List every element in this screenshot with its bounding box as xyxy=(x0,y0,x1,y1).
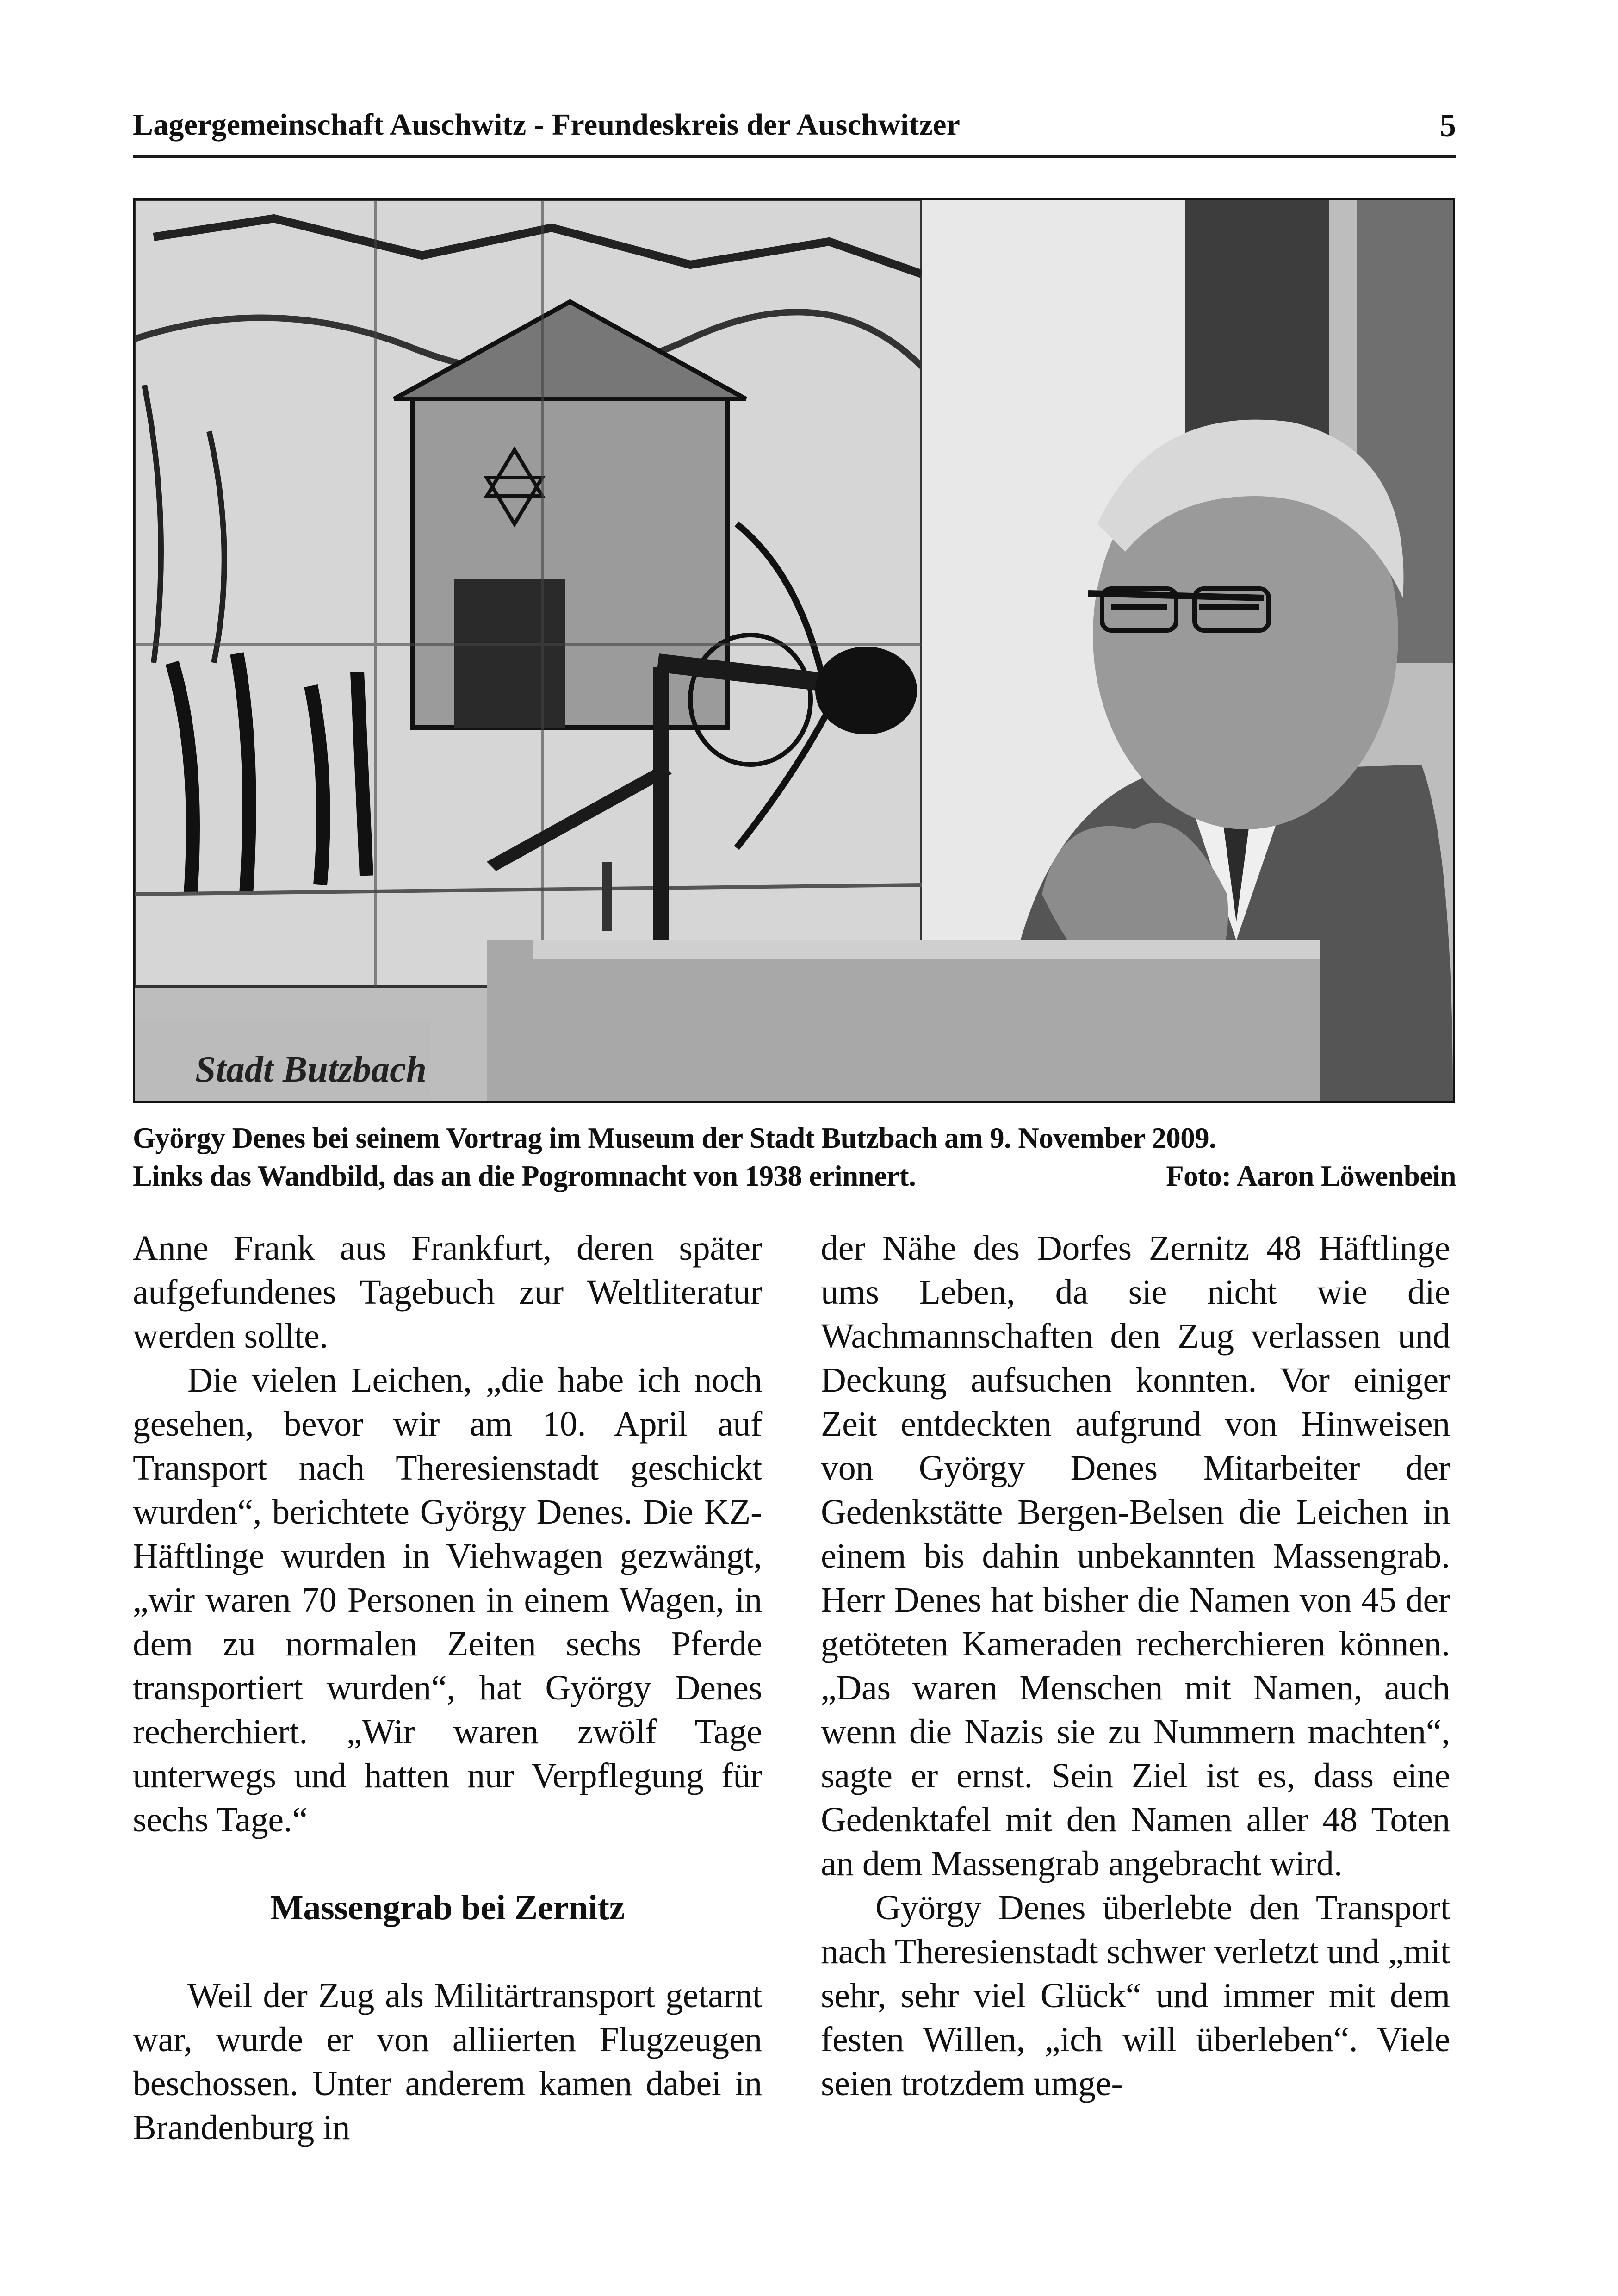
article-column-left xyxy=(133,1226,762,2150)
sign-text: Stadt Butzbach xyxy=(195,1049,427,1090)
butzbach-sign xyxy=(135,1019,431,1101)
paragraph: György Denes überlebte den Transport nach Theresienstadt schwer verletzt und „mit sehr, sehr viel Glück“ und immer mit dem festen Willen, „ich will überleben“. Viele seien trotzdem umge- xyxy=(821,1888,1450,2103)
publication-title: Lagergemeinschaft Auschwitz - Freundeskreis der Auschwitzer xyxy=(133,108,961,142)
caption-line-1: György Denes bei seinem Vortrag im Museum der Stadt Butzbach am 9. November 2009. xyxy=(133,1122,1216,1154)
lectern xyxy=(487,940,1320,1101)
caption-text: Links das Wandbild, das an die Pogromnacht von 1938 erinnert. xyxy=(133,1160,916,1192)
article-photo xyxy=(133,198,1455,1103)
photo-credit: Foto: Aaron Löwenbein xyxy=(1166,1160,1456,1192)
paragraph: Weil der Zug als Militärtransport getarnt war, wurde er von alliierten Flugzeugen beschossen. Unter anderem kamen dabei in Brandenburg in xyxy=(133,1976,762,2147)
mural-painting xyxy=(135,200,922,987)
photo-caption xyxy=(133,1119,1456,1195)
caption-line-2 xyxy=(133,1157,1456,1195)
running-header xyxy=(133,103,1456,158)
paragraph: Anne Frank aus Frankfurt, deren später aufgefundenes Tagebuch zur Weltliteratur werden sollte. xyxy=(133,1229,762,1356)
page-number: 5 xyxy=(1440,108,1456,143)
paragraph: der Nähe des Dorfes Zernitz 48 Häftlinge ums Leben, da sie nicht wie die Wachmannschaften den Zug verlassen und Deckung aufsuchen konnten. Vor einiger Zeit entdeckten aufgrund von Hinweisen von György Denes Mitarbeiter der Gedenkstätte Bergen-Belsen die Leichen in einem bis dahin unbekannten Massengrab. Herr Denes hat bisher die Namen von 45 der getöteten Kameraden recherchieren können. „Das waren Menschen mit Namen, auch wenn die Nazis sie zu Nummern machten“, sagte er ernst. Sein Ziel ist es, dass eine Gedenktafel mit den Namen aller 48 Toten an dem Massengrab angebracht wird. xyxy=(821,1229,1450,1883)
article-column-right xyxy=(821,1226,1450,2106)
section-heading: Massengrab bei Zernitz xyxy=(270,1888,625,1927)
paragraph: Die vielen Leichen, „die habe ich noch gesehen, bevor wir am 10. April auf Transport nach Theresienstadt geschickt wurden“, berichtete György Denes. Die KZ-Häftlinge wurden in Viehwagen gezwängt, „wir waren 70 Personen in einem Wagen, in dem zu normalen Zeiten sechs Pferde transportiert wurden“, hat György Denes recherchiert. „Wir waren zwölf Tage unterwegs und hatten nur Verpflegung für sechs Tage.“ xyxy=(133,1361,762,1839)
